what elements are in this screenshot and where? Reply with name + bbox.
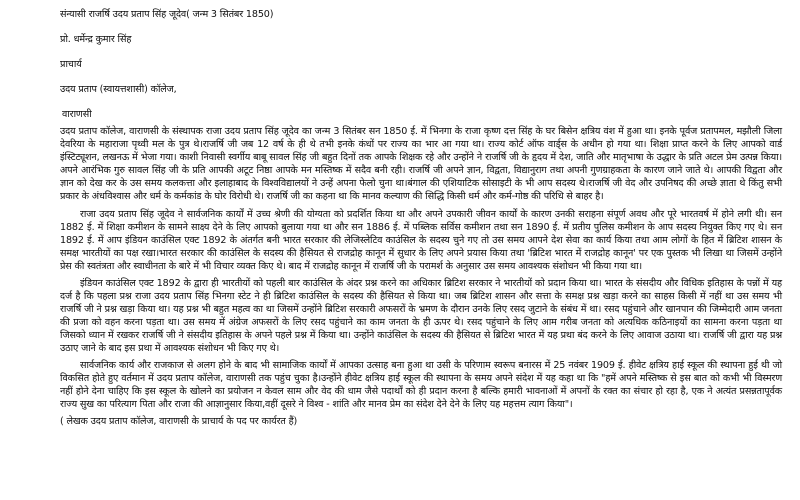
author-designation: प्राचार्य (60, 59, 82, 71)
author-name: प्रो. धर्मेन्द्र कुमार सिंह (60, 34, 132, 46)
paragraph-4: सार्वजनिक कार्य और राजकाज से अलग होने के बाद भी सामाजिक कार्यों में आपका उत्साह बना हुआ था उसी के परिणाम स्वरूप बनारस में 25 नवंबर 1909 ई. हीवेट क्षत्रिय हाई स्कूल की स्थापना हुई थी जो विकसित होते हुए वर्तमान में उदय प्रताप कॉलेज, वाराणसी तक पहुंच चुका है।उन्होंने हीवेट क्षत्रिय हाई स्कूल की स्थापना के समय अपने संदेश में यह कहा था कि "हमें अपने मस्तिष्क से इस बात को कभी भी विस्मरण नहीं होने देना चाहिए कि इस स्कूल के खोलने का प्रयोजन न केवल साम और वेद की धाम जैसे पदार्थों को ही प्रदान करना है बल्कि हमारी भावनाओं में अपनों के रक्त का संचार हो रहा है, एक ने अत्यंत प्रसन्नतापूर्वक राज्य सुख का परित्याग पिता और राजा की आज्ञानुसार किया,वहीं दूसरे ने विश्व - शांति और मानव प्रेम का संदेश देने देने के लिए यह महत्तम त्याग किया"। (60, 360, 782, 411)
author-institution: उदय प्रताप (स्वायत्तशासी) कॉलेज, (60, 84, 177, 96)
paragraph-2: राजा उदय प्रताप सिंह जूदेव ने सार्वजनिक कार्यों में उच्च श्रेणी की योग्यता को प्रदर्शित किया था और अपने उपकारी जीवन कार्यों के कारण उनकी सराहना संपूर्ण अवध और पूरे भारतवर्ष में होने लगी थी। सन 1882 ई. में शिक्षा कमीशन के सामने साक्ष्य देने के लिए आपको बुलाया गया था और सन 1886 ई. में पब्लिक सर्विस कमीशन तथा सन 1890 ई. में प्रतीय पुलिस कमीशन के आप सदस्य नियुक्त किए गए थे। सन 1892 ई. में आप इंडियन काउंसिल एक्ट 1892 के अंतर्गत बनी भारत सरकार की लेजिस्लेटिव काउंसिल के सदस्य चुने गए तो उस समय आपने देश सेवा का कार्य किया तथा आम लोगों के हित में ब्रिटिश शासन के समक्ष भारतीयों का पक्ष रखा।भारत सरकार की काउंसिल के सदस्य की हैसियत से राजद्रोह कानून में सुधार के लिए अपने प्रयास किया तथा 'ब्रिटिश भारत में राजद्रोह कानून' पर एक पुस्तक भी लिखा था जिसमें उन्होंने प्रेस की स्वतंत्रता और स्वाधीनता के बारे में भी विचार व्यक्त किए थे। बाद में राजद्रोह कानून में राजर्षि जी के परामर्श के अनुसार उस समय आवश्यक संशोधन भी किया गया था। (60, 208, 782, 272)
author-footnote: ( लेखक उदय प्रताप कॉलेज, वाराणसी के प्राचार्य के पद पर कार्यरत हैं) (60, 416, 298, 428)
paragraph-1: उदय प्रताप कॉलेज, वाराणसी के संस्थापक राजा उदय प्रताप सिंह जूदेव का जन्म 3 सितंबर सन 1850 ई. में भिनगा के राजा कृष्ण दत्त सिंह के घर बिसेन क्षत्रिय वंश में हुआ था। इनके पूर्वज प्रतापमल, मझौली जिला देवरिया के महाराजा पृथ्वी मल के पुत्र थे।राजर्षि जी जब 12 वर्ष के ही थे तभी इनके कंधों पर राज्य का भार आ गया था। राज्य कोर्ट ऑफ वार्ड्स के अधीन हो गया था। शिक्षा प्राप्त करने के लिए आपको वार्ड इंस्टिट्यूशन, लखनऊ में भेजा गया। काशी निवासी स्वर्गीय बाबू सावल सिंह जी बहुत दिनों तक आपके शिक्षक रहे और उन्होंने ने राजर्षि जी के हृदय में देश, जाति और मातृभाषा के उद्धार के प्रति अटल प्रेम उत्पन्न किया। अपने आरंभिक गुरु सावल सिंह जी के प्रति आपकी अटूट निष्ठा आपके मन मस्तिष्क में सदैव बनी रही। राजर्षि जी अपने ज्ञान, विद्वता, विद्यानुराग तथा अपनी गुणग्राहकता के कारण जाने जाते थे। आपकी विद्वता और ज्ञान को देख कर के उस समय कलकत्ता और इलाहाबाद के विश्वविद्यालयों ने उन्हें अपना फेलो चुना था।बंगाल की एशियाटिक सोसाइटी के भी आप सदस्य थे।राजर्षि जी वेद और उपनिषद की अच्छे ज्ञाता थे किंतु सभी प्रकार के अंधविश्वास और धर्म के कर्मकांड के घोर विरोधी थे। राजर्षि जी का कहना था कि मानव कल्याण की सिद्धि किसी धर्म और कर्म-गोष्ठ की परिधि से बाहर है। (60, 126, 782, 203)
author-city: वाराणसी (62, 109, 92, 121)
document-title: संन्यासी राजर्षि उदय प्रताप सिंह जूदेव( जन्म 3 सितंबर 1850) (60, 9, 274, 20)
document-body (60, 8, 782, 428)
paragraph-3: इंडियन काउंसिल एक्ट 1892 के द्वारा ही भारतीयों को पहली बार काउंसिल के अंदर प्रश्न करने का अधिकार ब्रिटिश सरकार ने भारतीयों को प्रदान किया था। भारत के संसदीय और विधिक इतिहास के पन्नों में यह दर्ज है कि पहला प्रश्न राजा उदय प्रताप सिंह भिनगा स्टेट ने ही ब्रिटिश काउंसिल के सदस्य की हैसियत से किया था। जब ब्रिटिश शासन और सत्ता के समक्ष प्रश्न खड़ा करने का साहस किसी में नहीं था उस समय भी राजर्षि जी ने प्रश्न खड़ा किया था। यह प्रश्न भी बहुत महत्व का था जिसमें उन्होंने ब्रिटिश सरकारी अफसरों के भ्रमण के दौरान उनके लिए रसद जुटाने के संबंध में था। रसद पहुंचाने और खानपान की जिम्मेदारी आम जनता की प्रजा को वहन करना पड़ता था। उस समय में अंग्रेज अफसरों के लिए रसद पहुंचाने का काम जनता के ही ऊपर थे। रसद पहुंचाने के लिए आम गरीब जनता को अत्यधिक कठिनाइयों का सामना करना पड़ता था जिसको ध्यान में रखकर राजर्षि जी ने संसदीय इतिहास के अपने पहले प्रश्न में किया था। उन्होंने काउंसिल के सदस्य की हैसियत से ब्रिटिश भारत में यह प्रथा बंद करने के लिए आवाज उठाया था। राजर्षि जी द्वारा यह प्रश्न उठाए जाने के बाद इस प्रथा में आवश्यक संशोधन भी किए गए थे। (60, 277, 782, 354)
